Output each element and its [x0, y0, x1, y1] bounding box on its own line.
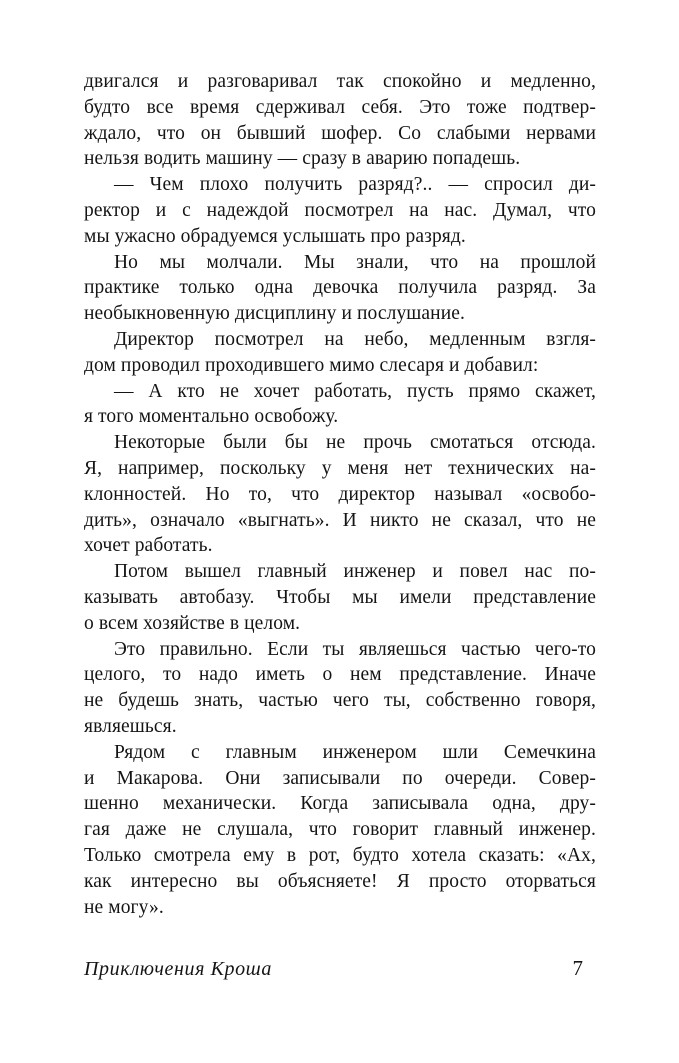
- text-line: шенно механически. Когда записывала одна, дру-: [84, 793, 596, 815]
- text-line: целого, то надо иметь о нем представление. Иначе: [84, 664, 596, 686]
- text-line: Но мы молчали. Мы знали, что на прошлой: [114, 251, 596, 273]
- text-line: необыкновенную дисциплину и послушание.: [84, 303, 465, 325]
- text-line: практике только одна девочка получила разряд. За: [84, 277, 596, 299]
- text-line: являешься.: [84, 715, 177, 737]
- text-line: хочет работать.: [84, 535, 213, 557]
- text-line: Только смотрела ему в рот, будто хотела сказать: «Ах,: [84, 844, 596, 866]
- text-line: ждало, что он бывший шофер. Со слабыми нервами: [84, 122, 596, 144]
- text-line: — Чем плохо получить разряд?.. — спросил ди-: [114, 174, 596, 196]
- running-title: Приключения Кроша: [84, 958, 272, 980]
- page-footer: [84, 956, 596, 981]
- text-line: ректор и с надеждой посмотрел на нас. Думал, что: [84, 199, 596, 221]
- text-line: Потом вышел главный инженер и повел нас по-: [114, 561, 596, 583]
- text-line: я того моментально освобожу.: [84, 406, 339, 428]
- page-number: 7: [572, 956, 583, 980]
- text-line: не могу».: [84, 896, 164, 918]
- text-line: Это правильно. Если ты являешься частью чего-то: [114, 638, 596, 660]
- text-block: [84, 69, 596, 920]
- text-line: гая даже не слушала, что говорит главный инженер.: [84, 819, 596, 841]
- text-line: Некоторые были бы не прочь смотаться отсюда.: [114, 432, 596, 454]
- text-line: казывать автобазу. Чтобы мы имели представление: [84, 586, 596, 608]
- text-line: — А кто не хочет работать, пусть прямо скажет,: [114, 380, 596, 402]
- text-line: как интересно вы объясняете! Я просто оторваться: [84, 870, 596, 892]
- text-line: клонностей. Но то, что директор называл «освобо-: [84, 483, 596, 505]
- text-line: Я, например, поскольку у меня нет технических на-: [84, 457, 596, 479]
- text-line: нельзя водить машину — сразу в аварию попадешь.: [84, 148, 521, 170]
- text-line: и Макарова. Они записывали по очереди. Совер-: [84, 767, 596, 789]
- text-line: о всем хозяйстве в целом.: [84, 612, 301, 634]
- text-line: Рядом с главным инженером шли Семечкина: [114, 741, 596, 763]
- text-line: будто все время сдерживал себя. Это тоже подтвер-: [84, 96, 596, 118]
- text-line: двигался и разговаривал так спокойно и медленно,: [84, 71, 596, 92]
- text-line: дом проводил проходившего мимо слесаря и добавил:: [84, 354, 539, 376]
- text-line: Директор посмотрел на небо, медленным взгля-: [114, 328, 596, 350]
- text-line: мы ужасно обрадуемся услышать про разряд.: [84, 225, 466, 247]
- text-line: дить», означало «выгнать». И никто не сказал, что не: [84, 509, 596, 531]
- text-line: не будешь знать, частью чего ты, собственно говоря,: [84, 690, 596, 712]
